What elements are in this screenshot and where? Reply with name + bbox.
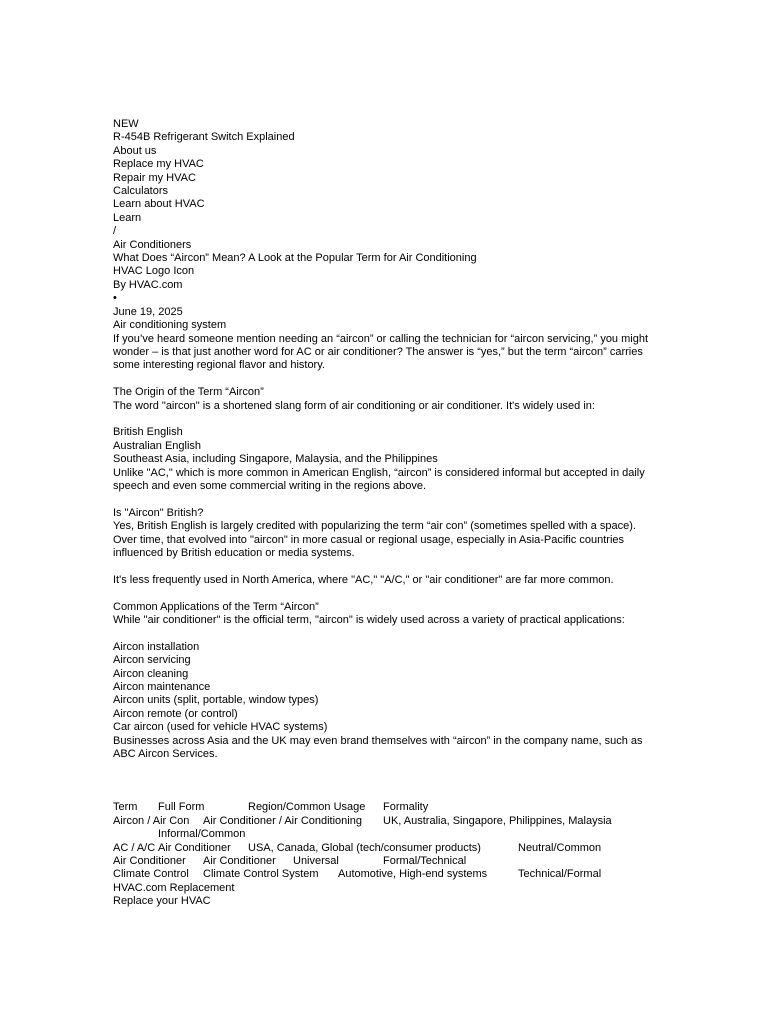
origin-heading: The Origin of the Term “Aircon”	[113, 386, 264, 399]
image-caption: Air conditioning system	[113, 319, 227, 332]
intro-paragraph: If you’ve heard someone mention needing an “aircon” or calling the technician for “aircon servicing,” you might wonder – is that just another word for AC or air conditioner? The answer is “yes,” but the term “aircon” carries some interesting regional flavor and history.	[113, 332, 649, 372]
table-cell: Formal/Technical	[383, 854, 467, 867]
applications-paragraph: While "air conditioner" is the official term, "aircon" is widely used across a variety of practical applications:	[113, 613, 625, 626]
list-item: Aircon remote (or control)	[113, 707, 238, 720]
table-header-cell: Term	[113, 801, 138, 814]
origin-after-paragraph: Unlike "AC," which is more common in American English, “aircon” is considered informal but accepted in daily speech and even some commercial writing in the regions above.	[113, 466, 645, 492]
promo-link-replace[interactable]: Replace your HVAC	[113, 895, 211, 908]
list-item: Aircon servicing	[113, 654, 191, 667]
promo-footer	[113, 882, 653, 909]
site-nav	[113, 118, 653, 252]
table-cell: USA, Canada, Global (tech/consumer products)	[248, 841, 481, 854]
breadcrumb-separator: /	[113, 225, 117, 238]
table-cell: Air Conditioner / Air Conditioning	[203, 814, 362, 827]
nav-link-calculators[interactable]: Calculators	[113, 185, 169, 198]
table-cell: Universal	[293, 854, 339, 867]
table-cell: AC / A/C	[113, 841, 156, 854]
british-heading: Is "Aircon" British?	[113, 506, 204, 519]
terms-table	[113, 801, 653, 881]
nav-link-r454b[interactable]: R-454B Refrigerant Switch Explained	[113, 131, 295, 144]
list-item: Southeast Asia, including Singapore, Malaysia, and the Philippines	[113, 453, 438, 466]
table-cell: Air Conditioner	[113, 854, 186, 867]
table-row	[113, 815, 653, 828]
table-header-cell: Region/Common Usage	[248, 801, 366, 814]
list-item: Car aircon (used for vehicle HVAC systems)	[113, 721, 328, 734]
article-body	[113, 333, 653, 802]
table-cell: Air Conditioner	[203, 854, 276, 867]
hvac-logo-icon: HVAC Logo Icon	[113, 265, 195, 278]
table-row	[113, 868, 653, 881]
list-item: British English	[113, 426, 183, 439]
table-cell: Climate Control	[113, 868, 189, 881]
promo-title: HVAC.com Replacement	[113, 881, 235, 894]
table-row-continuation	[113, 828, 653, 841]
breadcrumb-air-conditioners[interactable]: Air Conditioners	[113, 238, 192, 251]
article-header	[113, 252, 653, 332]
table-header-row	[113, 801, 653, 814]
table-header-cell: Formality	[383, 801, 429, 814]
table-row	[113, 855, 653, 868]
list-item: Aircon cleaning	[113, 667, 189, 680]
table-cell: Climate Control System	[203, 868, 319, 881]
table-cell: Informal/Common	[158, 828, 246, 841]
table-cell: Air Conditioner	[158, 841, 231, 854]
list-item: Aircon installation	[113, 640, 200, 653]
applications-after-paragraph: Businesses across Asia and the UK may even brand themselves with “aircon” in the company name, such as ABC Aircon Services.	[113, 734, 643, 760]
byline-bullet: •	[113, 292, 117, 305]
article-date: June 19, 2025	[113, 305, 183, 318]
nav-link-learn-about-hvac[interactable]: Learn about HVAC	[113, 198, 205, 211]
british-paragraph: Yes, British English is largely credited with popularizing the term “air con” (sometimes spelled with a space). Over time, that evolved into "aircon" in more casual or regional usage, especially in Asia-Pacific countries influenced by British education or media systems.	[113, 520, 636, 559]
article-byline[interactable]: By HVAC.com	[113, 278, 183, 291]
applications-heading: Common Applications of the Term “Aircon”	[113, 600, 319, 613]
table-cell: Automotive, High-end systems	[338, 868, 488, 881]
nav-link-repair-hvac[interactable]: Repair my HVAC	[113, 171, 196, 184]
list-item: Aircon maintenance	[113, 680, 211, 693]
table-cell: Aircon / Air Con	[113, 814, 190, 827]
table-cell: UK, Australia, Singapore, Philippines, Malaysia	[383, 814, 612, 827]
nav-link-about-us[interactable]: About us	[113, 144, 157, 157]
table-header-cell: Full Form	[158, 801, 205, 814]
document-page	[113, 118, 653, 909]
table-cell: Neutral/Common	[518, 841, 602, 854]
article-title: What Does “Aircon” Mean? A Look at the Popular Term for Air Conditioning	[113, 252, 477, 265]
list-item: Aircon units (split, portable, window types)	[113, 694, 319, 707]
table-row	[113, 842, 653, 855]
table-cell: Technical/Formal	[518, 868, 602, 881]
british-paragraph-2: It's less frequently used in North America, where "AC," "A/C," or "air conditioner" are far more common.	[113, 573, 614, 586]
list-item: Australian English	[113, 439, 202, 452]
origin-paragraph: The word "aircon" is a shortened slang form of air conditioning or air conditioner. It's widely used in:	[113, 399, 595, 412]
breadcrumb-learn[interactable]: Learn	[113, 211, 142, 224]
nav-link-replace-hvac[interactable]: Replace my HVAC	[113, 158, 204, 171]
nav-new-badge[interactable]: NEW	[113, 118, 139, 130]
